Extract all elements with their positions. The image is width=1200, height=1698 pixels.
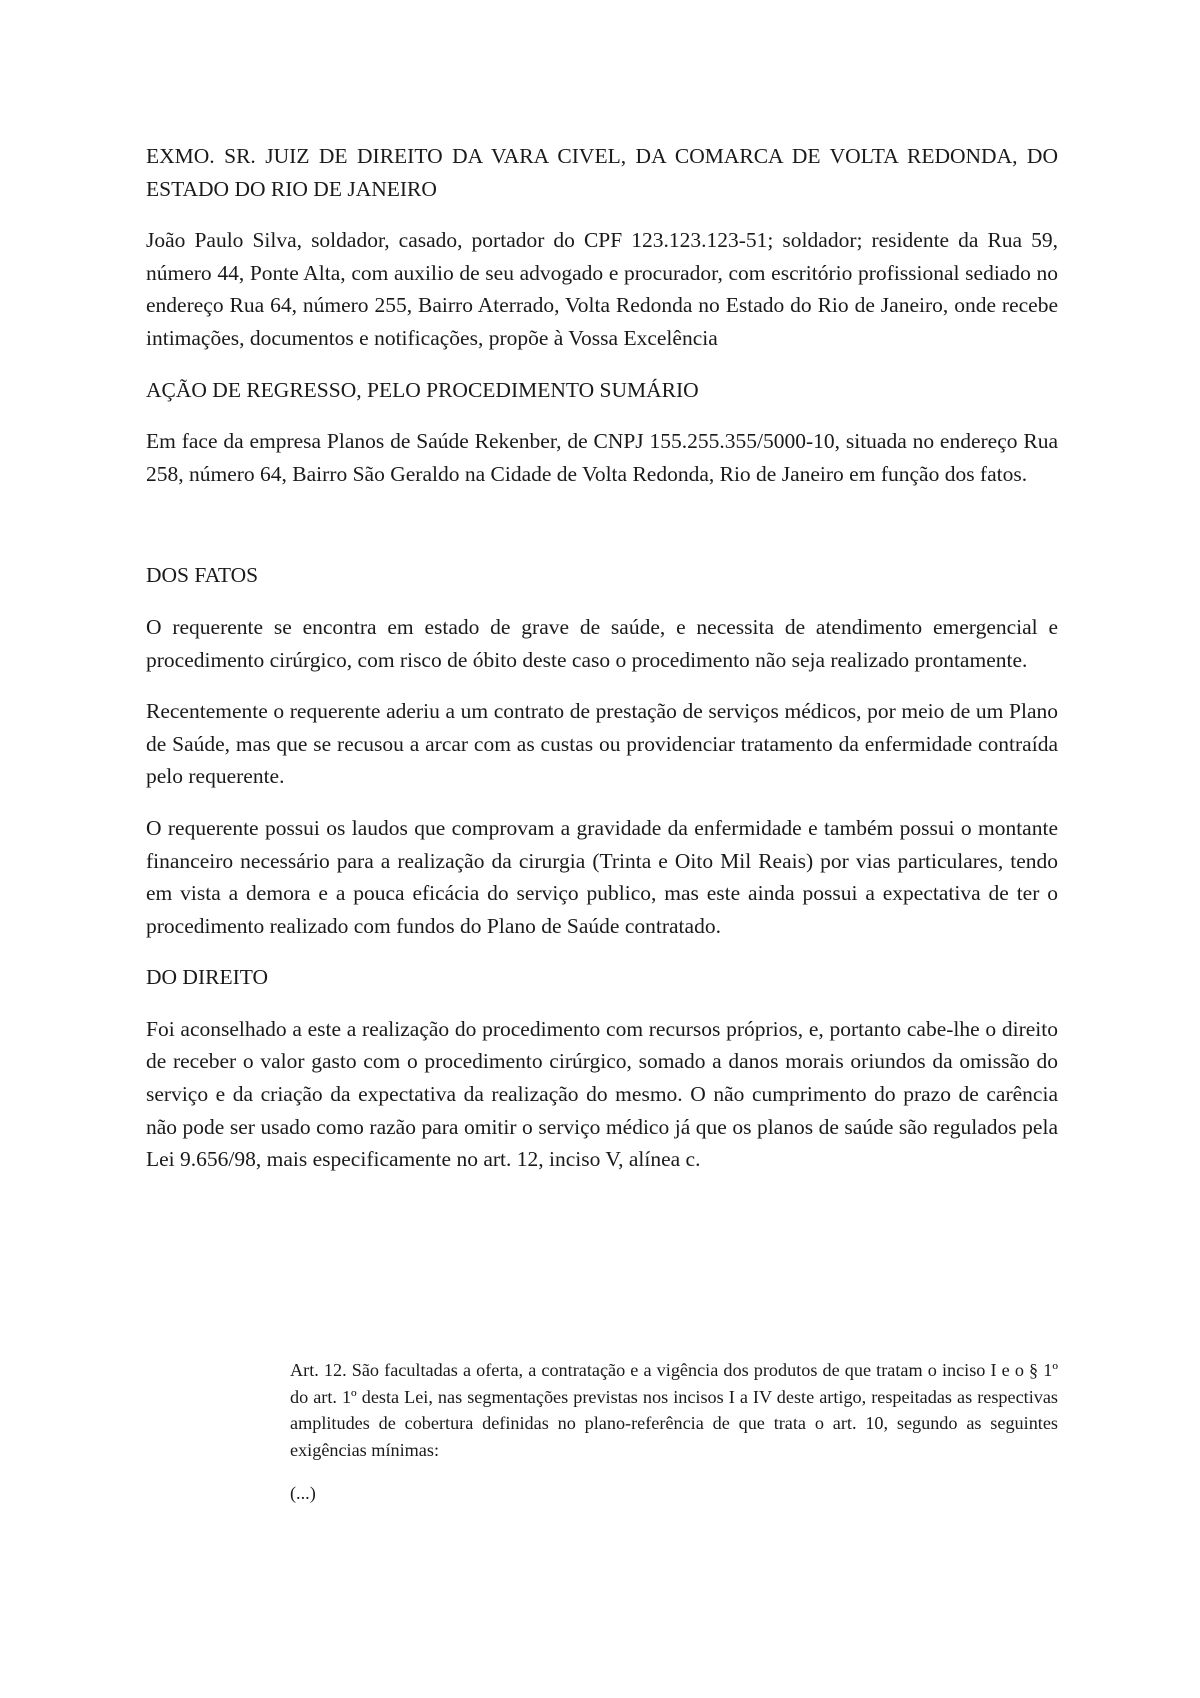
legal-quote <box>290 1357 1058 1524</box>
spacer <box>146 509 1058 559</box>
facts-paragraph: Recentemente o requerente aderiu a um contrato de prestação de serviços médicos, por meio de um Plano de Saúde, mas que se recusou a arcar com as custas ou providenciar tratamento da enfermidade contraída pelo requerente. <box>146 699 1058 789</box>
document-body <box>146 140 1058 1195</box>
quote-ellipsis: (...) <box>290 1483 316 1503</box>
facts-heading: DOS FATOS <box>146 563 259 588</box>
addressee: EXMO. SR. JUIZ DE DIREITO DA VARA CIVEL, DA COMARCA DE VOLTA REDONDA, DO ESTADO DO RIO DE JANEIRO <box>146 144 1058 201</box>
facts-paragraph: O requerente se encontra em estado de grave de saúde, e necessita de atendimento emergencial e procedimento cirúrgico, com risco de óbito deste caso o procedimento não seja realizado prontamente. <box>146 614 1058 672</box>
quote-article: Art. 12. São facultadas a oferta, a contratação e a vigência dos produtos de que tratam o inciso I e o § 1º do art. 1º desta Lei, nas segmentações previstas nos incisos I a IV deste artigo, respeitadas as respectivas amplitudes de cobertura definidas no plano-referência de que trata o art. 10, segundo as seguintes exigências mínimas: <box>290 1360 1058 1460</box>
law-paragraph: Foi aconselhado a este a realização do procedimento com recursos próprios, e, portanto cabe-lhe o direito de receber o valor gasto com o procedimento cirúrgico, somado a danos morais oriundos da omissão do serviço e da criação da expectativa da realização do mesmo. O não cumprimento do prazo de carência não pode ser usado como razão para omitir o serviço médico já que os planos de saúde são regulados pela Lei 9.656/98, mais especificamente no art. 12, inciso V, alínea c. <box>146 1016 1058 1172</box>
law-heading: DO DIREITO <box>146 965 269 990</box>
qualification-paragraph: João Paulo Silva, soldador, casado, portador do CPF 123.123.123-51; soldador; residente da Rua 59, número 44, Ponte Alta, com auxilio de seu advogado e procurador, com escritório profissional sediado no endereço Rua 64, número 255, Bairro Aterrado, Volta Redonda no Estado do Rio de Janeiro, onde recebe intimações, documentos e notificações, propõe à Vossa Excelência <box>146 228 1058 350</box>
facts-paragraph: O requerente possui os laudos que comprovam a gravidade da enfermidade e também possui o montante financeiro necessário para a realização da cirurgia (Trinta e Oito Mil Reais) por vias particulares, tendo em vista a demora e a pouca eficácia do serviço publico, mas este ainda possui a expectativa de ter o procedimento realizado com fundos do Plano de Saúde contratado. <box>146 815 1058 938</box>
defendant-paragraph: Em face da empresa Planos de Saúde Rekenber, de CNPJ 155.255.355/5000-10, situada no endereço Rua 258, número 64, Bairro São Geraldo na Cidade de Volta Redonda, Rio de Janeiro em função dos fatos. <box>146 429 1058 486</box>
action-title: AÇÃO DE REGRESSO, PELO PROCEDIMENTO SUMÁRIO <box>146 377 699 402</box>
